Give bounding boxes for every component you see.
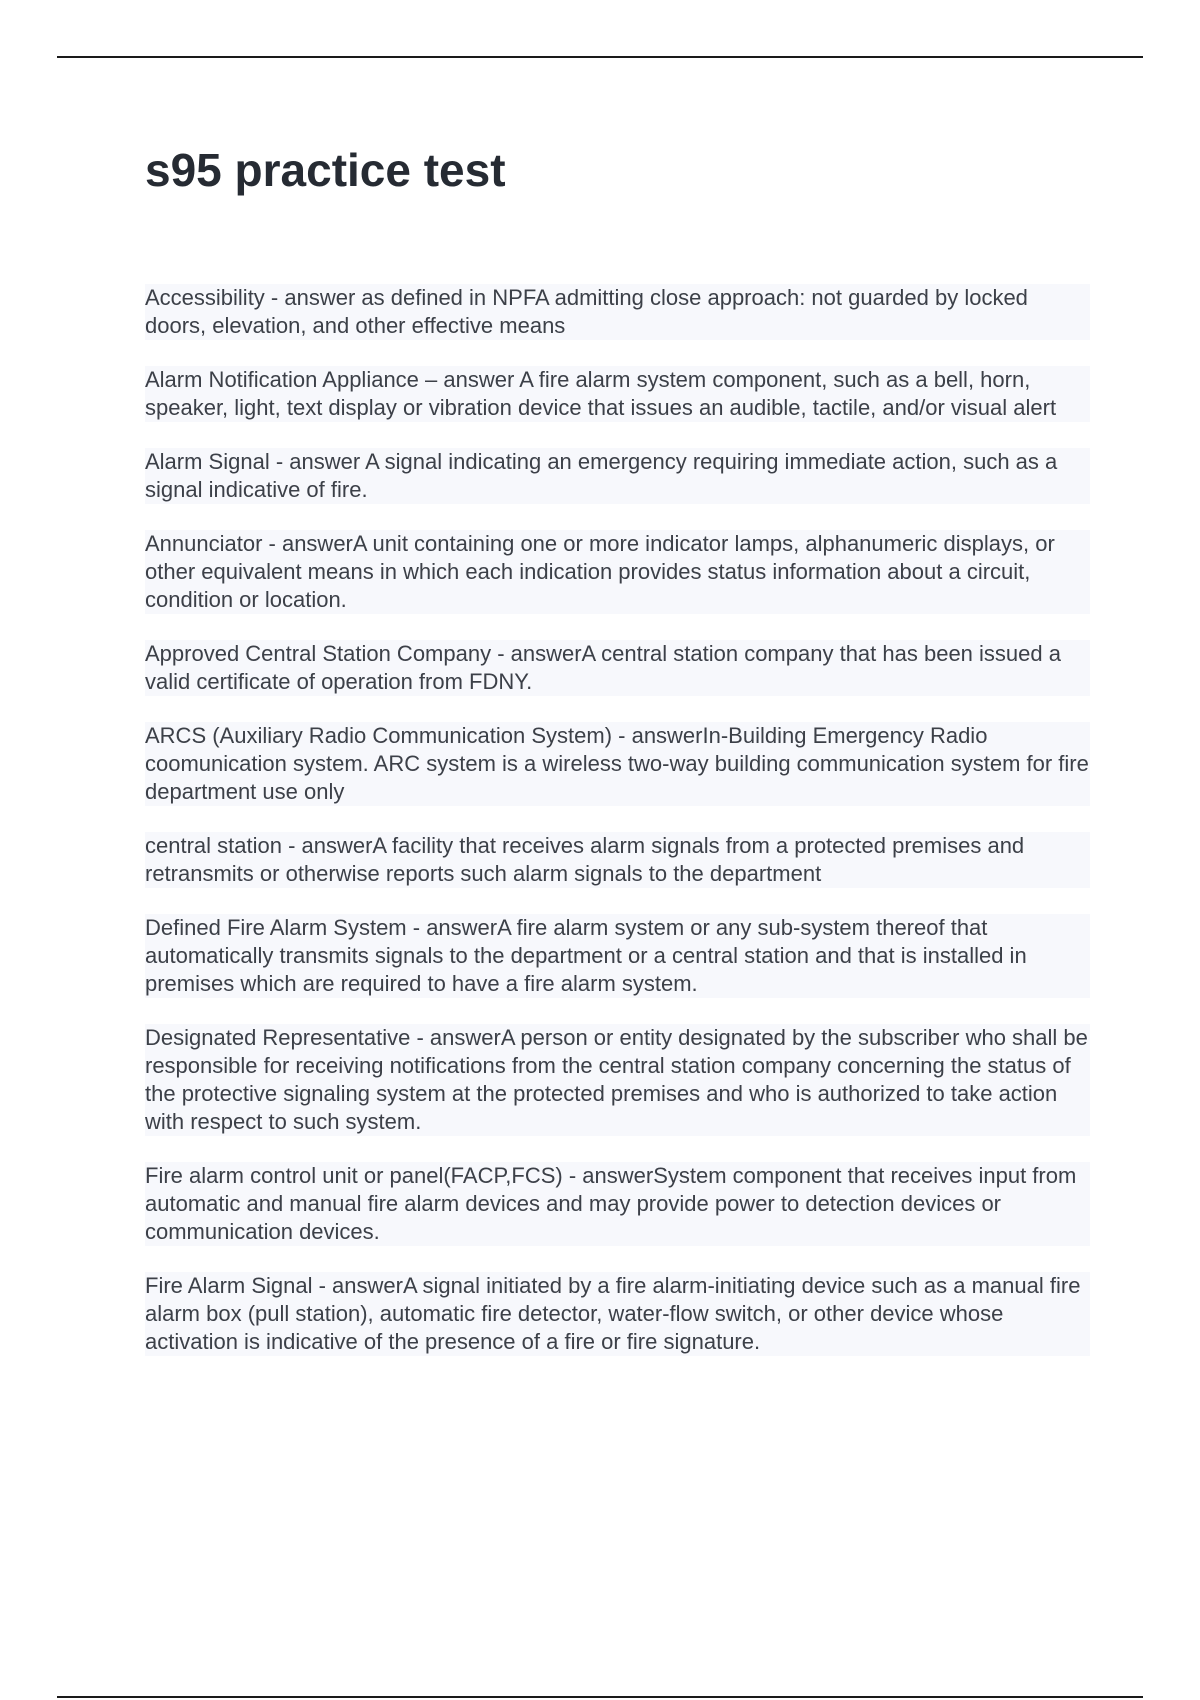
entry-designated-representative: Designated Representative - answerA person or entity designated by the subscriber who shall be responsible for receiving notifications from the central station company concerning the status of the protective signaling system at the protected premises and who is authorized to take action with respect to such system. (145, 1024, 1090, 1136)
entry-arcs: ARCS (Auxiliary Radio Communication System) - answerIn-Building Emergency Radio coomunication system. ARC system is a wireless two-way building communication system for fire department use only (145, 723, 1089, 804)
entry-approved-central-station-company: Approved Central Station Company - answerA central station company that has been issued a valid certificate of operation from FDNY. (145, 640, 1090, 696)
bottom-rule (57, 1696, 1143, 1698)
entry-fire-alarm-control-unit: Fire alarm control unit or panel(FACP,FCS) - answerSystem component that receives input from automatic and manual fire alarm devices and may provide power to detection devices or communication devices. (145, 1162, 1090, 1246)
entry-fire-alarm-signal: Fire Alarm Signal - answerA signal initiated by a fire alarm-initiating device such as a manual fire alarm box (pull station), automatic fire detector, water-flow switch, or other device whose activation is indicative of the presence of a fire or fire signature. (145, 1272, 1090, 1356)
entry-alarm-signal: Alarm Signal - answer A signal indicating an emergency requiring immediate action, such as a signal indicative of fire. (145, 448, 1090, 504)
top-rule (57, 56, 1143, 58)
entry-accessibility: Accessibility - answer as defined in NPFA admitting close approach: not guarded by locked doors, elevation, and other effective means (145, 284, 1090, 340)
entry-list (145, 284, 1090, 1382)
entry-annunciator: Annunciator - answerA unit containing one or more indicator lamps, alphanumeric displays, or other equivalent means in which each indication provides status information about a circuit, condition or location. (145, 530, 1090, 614)
entry-central-station: central station - answerA facility that receives alarm signals from a protected premises and retransmits or otherwise reports such alarm signals to the department (145, 832, 1090, 888)
entry-alarm-notification-appliance: Alarm Notification Appliance – answer A fire alarm system component, such as a bell, horn, speaker, light, text display or vibration device that issues an audible, tactile, and/or visual alert (145, 366, 1090, 422)
entry-defined-fire-alarm-system: Defined Fire Alarm System - answerA fire alarm system or any sub-system thereof that automatically transmits signals to the department or a central station and that is installed in premises which are required to have a fire alarm system. (145, 914, 1090, 998)
page-title: s95 practice test (145, 144, 506, 196)
